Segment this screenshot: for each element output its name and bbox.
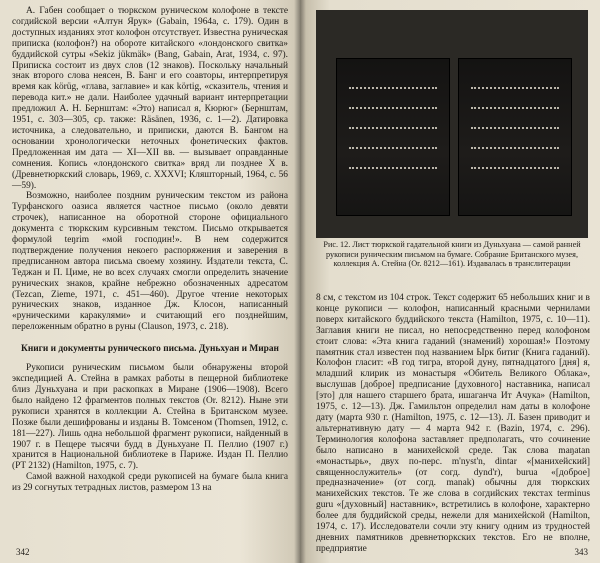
manuscript-leaf-left [336, 58, 450, 216]
right-page-text [316, 293, 590, 555]
manuscript-photo [316, 10, 588, 238]
section-heading: Книги и документы рунического письма. Дуньхуан и Миран [21, 344, 279, 355]
figure-caption: Рис. 12. Лист тюркской гадательной книги из Дуньхуана — самой ранней рукописи руническим письмом на бумаге. Собрание Британского музея, коллекция А. Стейна (Or. 8212—161). Издавалась в транслитерации [323, 240, 581, 269]
page-number: 342 [16, 547, 30, 557]
paragraph: Рукописи руническим письмом были обнаружены второй экспедицией А. Стейна в рамках работы в пещерной библиотеке близ Дуньхуана и при раскопках в Миране (1906—1908). Всего было найдено 12 фрагментов полных текстов (Or. 8212). Ныне эти рукописи хранятся в коллекции А. Стейна в Британском музее. Позже были дешифрованы и изданы В. Томсеном (Thomsen, 1912, с. 181—227). Лишь одна небольшой фрагмент рукописи, найденный в 1907 г. в Пещере тысячи будд в Дуньхуане П. Пеллио (1907 г.) хранится в Национальной библиотеке в Париже. Издан П. Пеллио (PT 2132) (Hamilton, 1975, с. 7). [12, 363, 288, 472]
paragraph: 8 см, с текстом из 104 строк. Текст содержит 65 небольших книг и в конце рукописи — колофон, написанный красными чернилами поверх китайского буддийского текста (Hamilton, 1975, с. 10—11). Заглавия книги не писал, но непосредственно перед колофоном стоит слова: «Эта книга гаданий (знамений) хорошая!» Поэтому памятник стал известен под названием Ырк битиг (Книга гаданий). Колофон гласит: «В год тигра, второй дуну, пятнадцатого [дня] я, младший клирик из монастыря «Обитель Великого Облака», выслушав [доброе] предписание [духовного] наставника, написал [это] для нашего старшего брата, ишаганча Ит Ачука» (Hamilton, 1975, с. 12—13). Дж. Гамильтон определил нам даты в колофоне дату (марта 930 г. (Hamilton, 1975, с. 12—13). Л. Базен приводит и альтернативную дату — 4 марта 942 г. (Bazin, 1974, с. 296). Терминология колофона заставляет предполагать, что сочинение было написано в манихейской среде. Так слова maŋatan «монастырь», двух по-перс. m'nyst'n, dintar «[манихейский] священнослужитель» (от согд. dynd'r), burua «[доброе] предназначение» (от согд. manak) обычны для тюркских манихейских текстов. Те же слова в согдийских текстах terminus guru «[духовный] наставник», встретились в колофоне, характерно более для буддийской среды, нежели для манихейской (Hamilton, 1974, с. 17). Исследователи сочли эту книгу одним из трудностей дневних памятников древнетюркских текстов. Его не вполне, предприятие [316, 293, 590, 554]
paragraph: А. Габен сообщает о тюркском руническом колофоне в тексте согдийской версии «Алтун Ярук» (Gabain, 1964а, с. 179). Один в доступных изданиях этот колофон отсутствует. Известна руническая приписка (колофон?) на обороте китайского «лондонского свитка» буддийской сутры «Sekiz jükmäk» (Bang, Gabain, Arat, 1934, с. 97). Приписка состоит из двух слов (12 знаков). Поскольку начальный знак второго слова неясен, В. Банг и его соавторы, интерпретируя время как körüg, «глава, заглавие» и как körtig, «сказитель, чтения и перевода кит.» не дали. Наиболее удачный вариант интерпретации предложил А. Н. Бернштам: «Это) написал я, Кюрюг» (Бернштам, 1951, с. 303—305, ср. также: Räsänen, 1936, с. 1—2). Датировка источника, а следовательно, и приписки, даются В. Бангом на основании хронологически неточных фонетических фактов. Предложенная им дата — XI—XII вв. — вызывает оправданные сомнения. Копись «лондонского свитка» вряд ли позднее Х в. (Древнетюркский словарь, 1969, с. XXXVI; Кляшторный, 1964, с. 56—59). [12, 6, 288, 191]
left-page-text [12, 6, 288, 494]
manuscript-leaf-right [458, 58, 572, 216]
book-gutter [294, 0, 306, 563]
paragraph: Самой важной находкой среди рукописей на бумаге была книга из 29 согнутых тетрадных листов, размером 13 на [12, 472, 288, 494]
paragraph: Возможно, наиболее поздним руническим текстом из района Турфанского оазиса является частное письмо (около девяти строчек), написанное на оборотной стороне официального документа с тюркским курсивным текстом. Письмо открывается формулой teŋrim «мой господин!». В нем содержится подтверждение получения некоего распоряжения и заверения в предписанном автора письма своему хозяину. Издатели текста, С. Теджан и П. Циме, не во всех случаях смогли определить значение рунических знаков, крайне небрежно обозначенных адресатом (Tezcan, Zieme, 1971, с. 451—460). Другое чтение некоторых рунических знаков, изданное Дж. Клосон, написанный «руническими каракулями» и считающий его позднейшим, переложенным обратно в руны (Clauson, 1973, с. 218). [12, 191, 288, 333]
page-number: 343 [574, 547, 588, 557]
right-page [300, 0, 600, 563]
